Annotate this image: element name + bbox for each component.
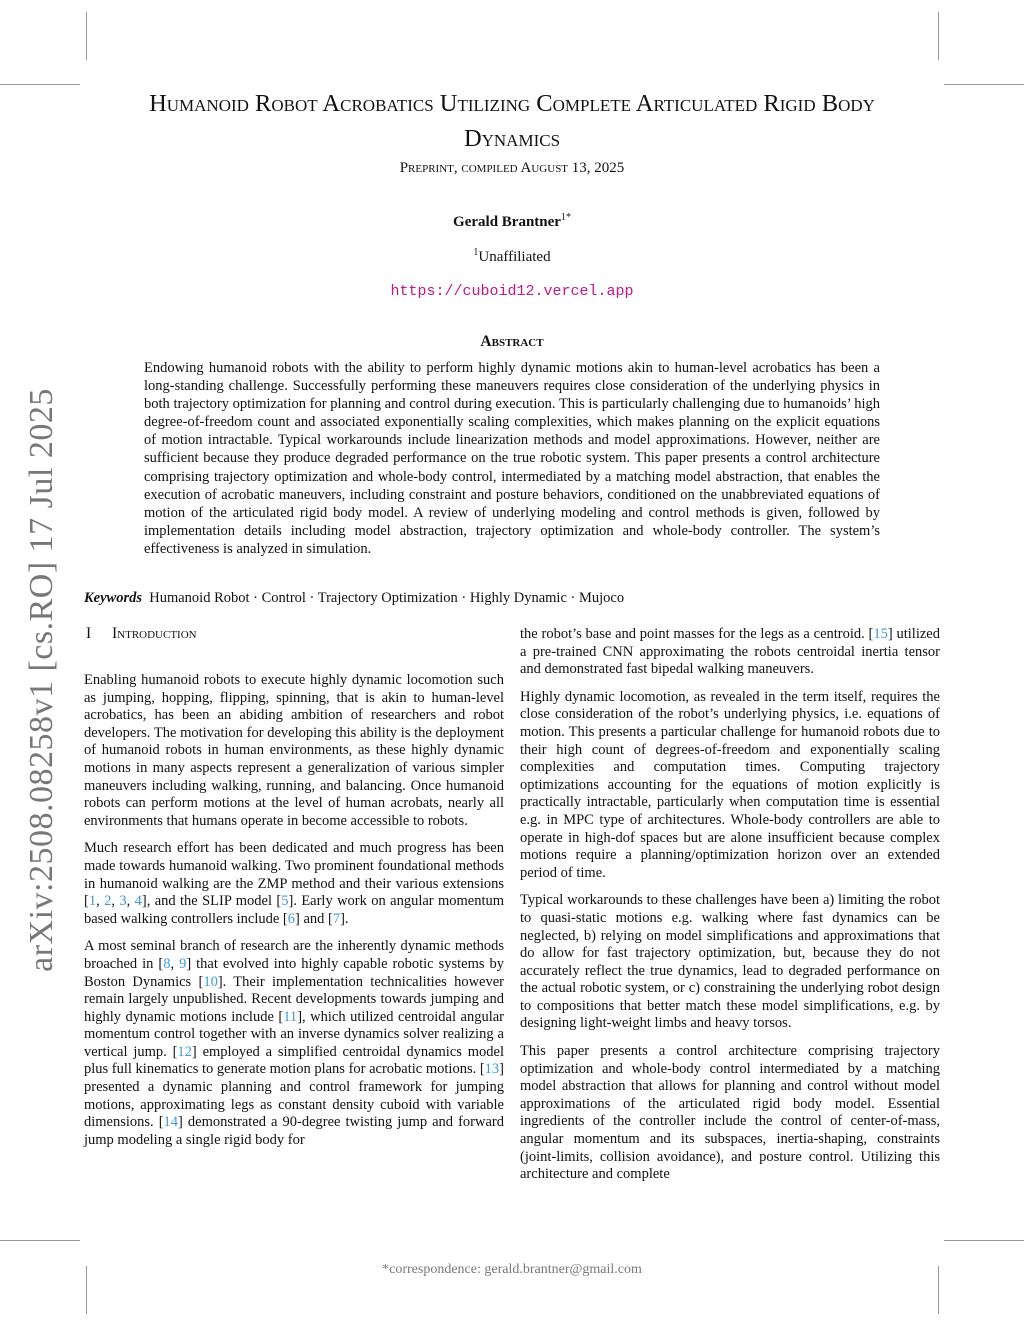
citation-link[interactable]: 4 <box>134 893 142 910</box>
title-line: Humanoid Robot Acrobatics Utilizing Complete Articulated Rigid Body <box>149 90 875 117</box>
citation-link[interactable]: 12 <box>177 1043 192 1060</box>
affiliation-text: Unaffiliated <box>478 249 551 265</box>
affiliation-mark: 1 <box>473 247 479 258</box>
crop-mark <box>944 84 1024 85</box>
paper-title <box>80 86 944 156</box>
author-name: Gerald Brantner <box>453 214 561 230</box>
citation-link[interactable]: 1 <box>88 893 97 910</box>
arxiv-stamp-text: arXiv:2508.08258v1 [cs.RO] 17 Jul 2025 <box>23 388 60 972</box>
paragraph: Highly dynamic locomotion, as revealed in the term itself, requires the close consideration of the robot’s underlying physics, i.e. equations of motion. This presents a particular challenge for humanoid robots due to their high count of degrees-of-freedom and exponentially scaling complexities and computation times. Computing trajectory optimizations accounting for the equations of motion explicitly is practically intractable, particularly when computation time is essential e.g. in MPC type of architectures. Whole-body controllers are able to operate in high-dof spaces but are alone insufficient because complex motions require a planning/optimization horizon over an extended period of time. <box>520 688 940 881</box>
paragraph: A most seminal branch of research are the inherently dynamic methods broached in [8, 9] that evolved into highly capable robotic systems by Boston Dynamics [10]. Their implementation technicalities however remain largely unpublished. Recent developments towards jumping and highly dynamic motions include [11], which utilized centroidal angular momentum control together with an inverse dynamics solver realizing a vertical jump. [12] employed a simplified centroidal dynamics model plus full kinematics to generate motion plans for acrobatic motions. [13] presented a dynamic planning and control framework for jumping motions, approximating legs as constant density cuboid with variable dimensions. [14] demonstrated a 90-degree twisting jump and forward jump modeling a single rigid body for <box>84 938 505 1148</box>
citation-link[interactable]: 6 <box>287 910 295 927</box>
left-column <box>84 672 504 1159</box>
section-heading <box>86 625 197 643</box>
paragraph: This paper presents a control architecture comprising trajectory optimization and whole-body control intermediated by a matching model abstraction that allows for planning and control without model approximations of the articulated rigid body model. Essential ingredients of the controller include the control of center-of-mass, angular momentum and its subspaces, inertia-shaping, constraints (joint-limits, collision avoidance), and posture control. Utilizing this architecture and complete <box>520 1043 940 1183</box>
section-title: Introduction <box>112 625 197 642</box>
citation-link[interactable]: 14 <box>163 1114 179 1131</box>
crop-mark <box>86 12 87 60</box>
keywords-label: Keywords <box>84 590 142 606</box>
project-url-link[interactable]: https://cuboid12.vercel.app <box>390 283 634 300</box>
citation-link[interactable]: 13 <box>484 1061 500 1078</box>
section-number: I <box>86 625 92 642</box>
preprint-date: Preprint, compiled August 13, 2025 <box>399 160 625 176</box>
paragraph: Typical workarounds to these challenges have been a) limiting the robot to quasi-static motions e.g. walking where fast dynamics can be neglected, b) relying on model simplifications and approximations that do allow for fast trajectory optimization, but, because they do not accurately reflect the true dynamics, lead to degraded performance on the actual robotic system, or c) constraining the underlying robot design to compositions that better match these model simplifications, e.g. by designing light-weight limbs and heavy torsos. <box>520 892 940 1032</box>
citation-link[interactable]: 8 <box>163 955 171 972</box>
citation-link[interactable]: 3 <box>119 893 127 910</box>
paragraph: the robot’s base and point masses for the legs as a centroid. [15] utilized a pre-trained CNN approximating the robots centroidal inertia tensor and demonstrated fast bipedal walking maneuvers. <box>520 626 940 678</box>
correspondence-footer: *correspondence: gerald.brantner@gmail.com <box>382 1262 642 1277</box>
citation-link[interactable]: 15 <box>873 626 888 642</box>
crop-mark <box>0 1240 80 1241</box>
affiliation <box>80 247 944 266</box>
citation-link[interactable]: 2 <box>104 893 112 910</box>
abstract-text: Endowing humanoid robots with the ability to perform highly dynamic motions akin to human-level acrobatics has been a long-standing challenge. Successfully performing these maneuvers requires close consideration of the underlying physics in both trajectory optimization for planning and control during execution. This is particularly challenging due to humanoids’ high degree-of-freedom count and associated exponentially scaling complexities, which makes planning on the explicit equations of motion intractable. Typical workarounds include linearization methods and model approximations. However, neither are sufficient because they produce degraded performance on the true robotic system. This paper presents a control architecture comprising trajectory optimization and whole-body control, intermediated by a matching model abstraction, that enables the execution of acrobatic maneuvers, including constraint and posture behaviors, conditioned on the unabbreviated equations of motion of the articulated rigid body model. A review of underlying modeling and control methods is given, followed by implementation details including model abstraction, trajectory optimization and whole-body controller. The system’s effectiveness is analyzed in simulation. <box>144 360 880 557</box>
citation-link[interactable]: 9 <box>179 955 187 972</box>
crop-mark <box>944 1240 1024 1241</box>
abstract-heading: Abstract <box>480 333 544 350</box>
crop-mark <box>0 84 80 85</box>
title-line: Dynamics <box>463 125 561 152</box>
citation-link[interactable]: 7 <box>332 910 341 927</box>
paragraph: Enabling humanoid robots to execute highly dynamic locomotion such as jumping, hopping, flipping, spinning, that is akin to human-level acrobatics, has been an abiding ambition of researchers and robot developers. The motivation for developing this ability is the deployment of humanoid robots in human environments, as these highly dynamic motions in many aspects represent a generalization of various simpler maneuvers including walking, running, and balancing. Once humanoid robots can perform motions at the level of human acrobats, nearly all environments that humans operate in become accessible to robots. <box>84 672 504 829</box>
author <box>80 212 944 231</box>
citation-link[interactable]: 5 <box>281 893 289 910</box>
keywords-text: Humanoid Robot · Control · Trajectory Optimization · Highly Dynamic · Mujoco <box>149 590 625 606</box>
keywords <box>84 589 944 607</box>
crop-mark <box>938 12 939 60</box>
right-column <box>520 626 940 1194</box>
citation-link[interactable]: 11 <box>283 1008 298 1025</box>
paragraph: Much research effort has been dedicated and much progress has been made towards humanoid walking. Two prominent foundational methods in humanoid walking are the ZMP method and their various extensions [1, 2, 3, 4], and the SLIP model [5]. Early work on angular momentum based walking controllers include [6] and [7]. <box>84 840 505 927</box>
author-mark: 1* <box>560 212 571 223</box>
arxiv-stamp <box>14 375 70 985</box>
citation-link[interactable]: 10 <box>203 973 218 990</box>
